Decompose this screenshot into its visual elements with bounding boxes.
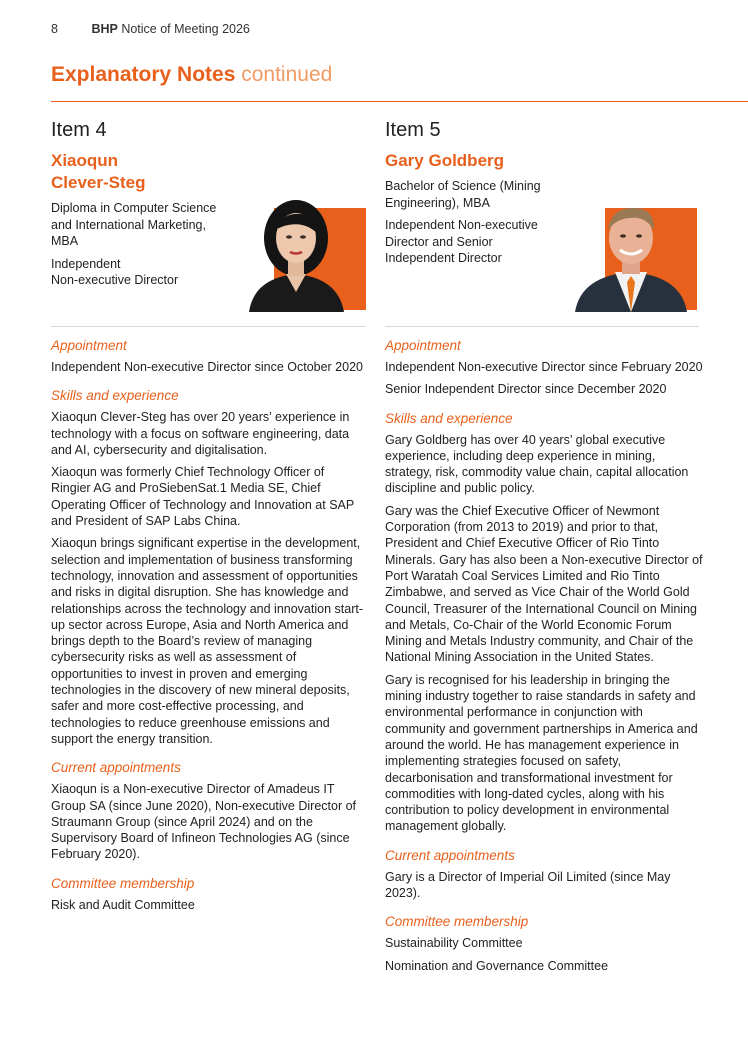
role-line-1: Independent	[51, 256, 121, 271]
director-qualifications: Bachelor of Science (Mining Engineering), MBA	[385, 179, 541, 210]
skills-paragraph: Gary was the Chief Executive Officer of Newmont Corporation (from 2013 to 2019) and prior to that, President and Chief Executive Officer of Rio Tinto Minerals. Gary has also been a Non-executive Director of Port Waratah Coal Services Limited and Rio Tinto Zimbabwe, and served as Vice Chair of the World Gold Council, Treasurer of the International Council on Mining and Metals, Co-Chair of the World Economic Forum Mining and Metals Industry community, and Chair of the National Mining Association in the United States.	[385, 503, 703, 665]
bio-divider	[385, 326, 699, 327]
item-4-column	[51, 118, 366, 925]
current-appointments-text: Xiaoqun is a Non-executive Director of Amadeus IT Group SA (since June 2020), Non-executive Director of Straumann Group (since April 2024) and on the Supervisory Board of Infineon Technologies AG (since February 2020).	[51, 782, 357, 862]
name-line-1: Xiaoqun	[51, 151, 119, 170]
committee-section	[385, 913, 705, 974]
skills-paragraph: Gary Goldberg has over 40 years’ global executive experience, including deep experience in mining, strategy, risk, commodity value chain, capital allocation discipline and public policy.	[385, 432, 689, 496]
role-line-2: Non-executive Director	[51, 273, 179, 287]
document-title: Notice of Meeting 2026	[121, 22, 250, 36]
appointment-text: Senior Independent Director since December 2020	[385, 382, 667, 397]
skills-paragraph: Xiaoqun brings significant expertise in the development, selection and implementation of business transforming technology, innovation and assessment of opportunities and risks in digital disruption. She has knowledge and relationships across the technology and innovation start-up sector across Europe, Asia and North America and brings depth to the Board’s review of managing cybersecurity risks as well as assessment of opportunities to invest in proven and emerging technologies in the discovery of new mineral deposits, safer and more cost-effective processing, and technologies to reduce greenhouse emissions and support the energy transition.	[51, 536, 363, 746]
director-role	[51, 256, 226, 289]
director-bio	[385, 150, 705, 320]
appointment-text: Independent Non-executive Director since February 2020	[385, 360, 703, 374]
item-5-column	[385, 118, 705, 986]
current-appointments-text: Gary is a Director of Imperial Oil Limited (since May 2023).	[385, 869, 671, 901]
skills-section	[385, 410, 705, 835]
title-suffix: continued	[241, 63, 333, 86]
skills-paragraph: Xiaoqun was formerly Chief Technology Officer of Ringier AG and ProSiebenSat.1 Media SE, Chief Operating Officer of Technology and Innovation at SAP and President of SAP Labs China.	[51, 465, 354, 529]
page-title	[51, 63, 332, 87]
skills-heading: Skills and experience	[385, 410, 513, 426]
director-bio	[51, 150, 366, 320]
director-role: Independent Non-executive Director and Senior Independent Director	[385, 218, 538, 265]
current-appointments-heading: Current appointments	[51, 760, 181, 776]
current-appointments-heading: Current appointments	[385, 847, 515, 863]
director-name: Gary Goldberg	[385, 151, 505, 170]
committee-heading: Committee membership	[385, 914, 529, 930]
skills-section	[51, 387, 366, 747]
director-photo	[244, 190, 366, 312]
committee-section	[51, 875, 366, 913]
item-heading: Item 5	[385, 119, 441, 141]
name-line-2: Clever-Steg	[51, 173, 146, 192]
committee-item: Risk and Audit Committee	[51, 897, 195, 912]
bio-divider	[51, 326, 366, 327]
committee-item: Sustainability Committee	[385, 936, 523, 951]
page-number: 8	[51, 22, 58, 36]
item-heading: Item 4	[51, 119, 107, 141]
director-photo	[575, 190, 697, 312]
committee-item: Nomination and Governance Committee	[385, 958, 609, 973]
skills-paragraph: Gary is recognised for his leadership in bringing the mining industry together to raise standards in safety and environmental performance in conjunction with community and government partnerships in America and around the world. He has management experience in implementing strategies focused on safety, decarbonisation and transformational investment for commodities with long-dated cycles, along with his contribution to policy development in environmental management globally.	[385, 672, 698, 834]
title-main: Explanatory Notes	[51, 63, 236, 86]
page-header	[51, 22, 250, 36]
director-qualifications: Diploma in Computer Science and International Marketing, MBA	[51, 201, 217, 248]
director-name	[51, 150, 226, 194]
skills-heading: Skills and experience	[51, 388, 179, 404]
appointment-section	[51, 337, 366, 375]
brand-name: BHP	[91, 22, 118, 36]
committee-heading: Committee membership	[51, 875, 195, 891]
appointment-heading: Appointment	[51, 338, 127, 353]
appointment-heading: Appointment	[385, 338, 461, 353]
current-appointments-section	[51, 759, 366, 862]
skills-paragraph: Xiaoqun Clever-Steg has over 20 years’ experience in technology with a focus on software engineering, data and AI, cybersecurity and digitalisation.	[51, 410, 350, 457]
appointment-text: Independent Non-executive Director since October 2020	[51, 360, 363, 374]
title-rule	[51, 101, 748, 102]
appointment-section	[385, 337, 705, 398]
current-appointments-section	[385, 847, 705, 902]
